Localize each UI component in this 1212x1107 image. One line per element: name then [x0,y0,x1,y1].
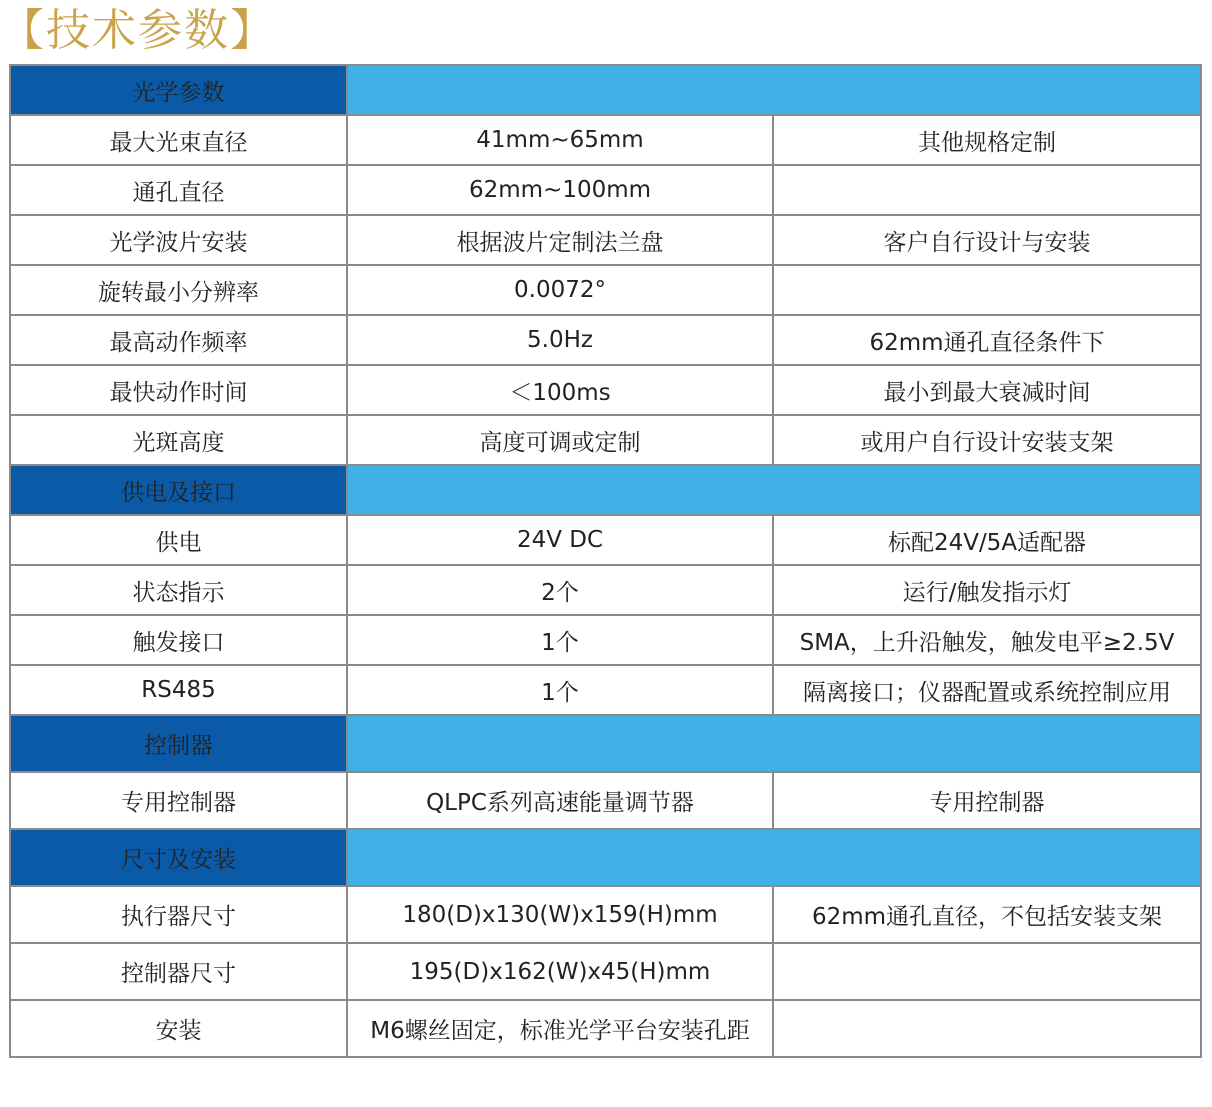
note-cell: 其他规格定制 [773,115,1201,165]
table-row [10,415,1201,465]
section-band [347,65,1201,115]
value-cell: 180(D)x130(W)x159(H)mm [347,886,773,943]
note-cell: 62mm通孔直径，不包括安装支架 [773,886,1201,943]
section-name: 尺寸及安装 [10,829,347,886]
note-cell: 隔离接口；仪器配置或系统控制应用 [773,665,1201,715]
param-cell: 最快动作时间 [10,365,347,415]
value-cell: ＜100ms [347,365,773,415]
param-cell: 光学波片安装 [10,215,347,265]
section-name: 光学参数 [10,65,347,115]
param-cell: 光斑高度 [10,415,347,465]
param-cell: 专用控制器 [10,772,347,829]
table-row [10,315,1201,365]
note-cell: 62mm通孔直径条件下 [773,315,1201,365]
value-cell: 高度可调或定制 [347,415,773,465]
note-cell: 或用户自行设计安装支架 [773,415,1201,465]
table-row [10,772,1201,829]
section-name: 控制器 [10,715,347,772]
value-cell: 2个 [347,565,773,615]
note-cell [773,943,1201,1000]
value-cell: M6螺丝固定，标准光学平台安装孔距 [347,1000,773,1057]
section-name: 供电及接口 [10,465,347,515]
section-band [347,829,1201,886]
table-row [10,165,1201,215]
page-title: 【技术参数】 [0,5,276,56]
note-cell [773,265,1201,315]
value-cell: 根据波片定制法兰盘 [347,215,773,265]
section-header-optical [10,65,1201,115]
param-cell: 控制器尺寸 [10,943,347,1000]
value-cell: 1个 [347,665,773,715]
note-cell: SMA，上升沿触发，触发电平≥2.5V [773,615,1201,665]
note-cell: 客户自行设计与安装 [773,215,1201,265]
table-row [10,615,1201,665]
param-cell: 状态指示 [10,565,347,615]
table-row [10,565,1201,615]
section-header-controller [10,715,1201,772]
value-cell: 1个 [347,615,773,665]
table-row [10,665,1201,715]
note-cell: 最小到最大衰减时间 [773,365,1201,415]
table-row [10,115,1201,165]
section-header-power [10,465,1201,515]
value-cell: 195(D)x162(W)x45(H)mm [347,943,773,1000]
spec-table [9,64,1202,1058]
value-cell: 62mm~100mm [347,165,773,215]
table-row [10,365,1201,415]
param-cell: RS485 [10,665,347,715]
value-cell: QLPC系列高速能量调节器 [347,772,773,829]
note-cell [773,165,1201,215]
value-cell: 5.0Hz [347,315,773,365]
param-cell: 安装 [10,1000,347,1057]
section-band [347,465,1201,515]
param-cell: 最大光束直径 [10,115,347,165]
table-row [10,515,1201,565]
param-cell: 执行器尺寸 [10,886,347,943]
section-band [347,715,1201,772]
param-cell: 最高动作频率 [10,315,347,365]
table-row [10,1000,1201,1057]
note-cell: 运行/触发指示灯 [773,565,1201,615]
param-cell: 触发接口 [10,615,347,665]
param-cell: 旋转最小分辨率 [10,265,347,315]
table-row [10,215,1201,265]
value-cell: 0.0072° [347,265,773,315]
section-header-dimensions [10,829,1201,886]
note-cell: 专用控制器 [773,772,1201,829]
param-cell: 供电 [10,515,347,565]
note-cell: 标配24V/5A适配器 [773,515,1201,565]
value-cell: 24V DC [347,515,773,565]
param-cell: 通孔直径 [10,165,347,215]
table-row [10,265,1201,315]
table-row [10,943,1201,1000]
value-cell: 41mm~65mm [347,115,773,165]
note-cell [773,1000,1201,1057]
table-row [10,886,1201,943]
